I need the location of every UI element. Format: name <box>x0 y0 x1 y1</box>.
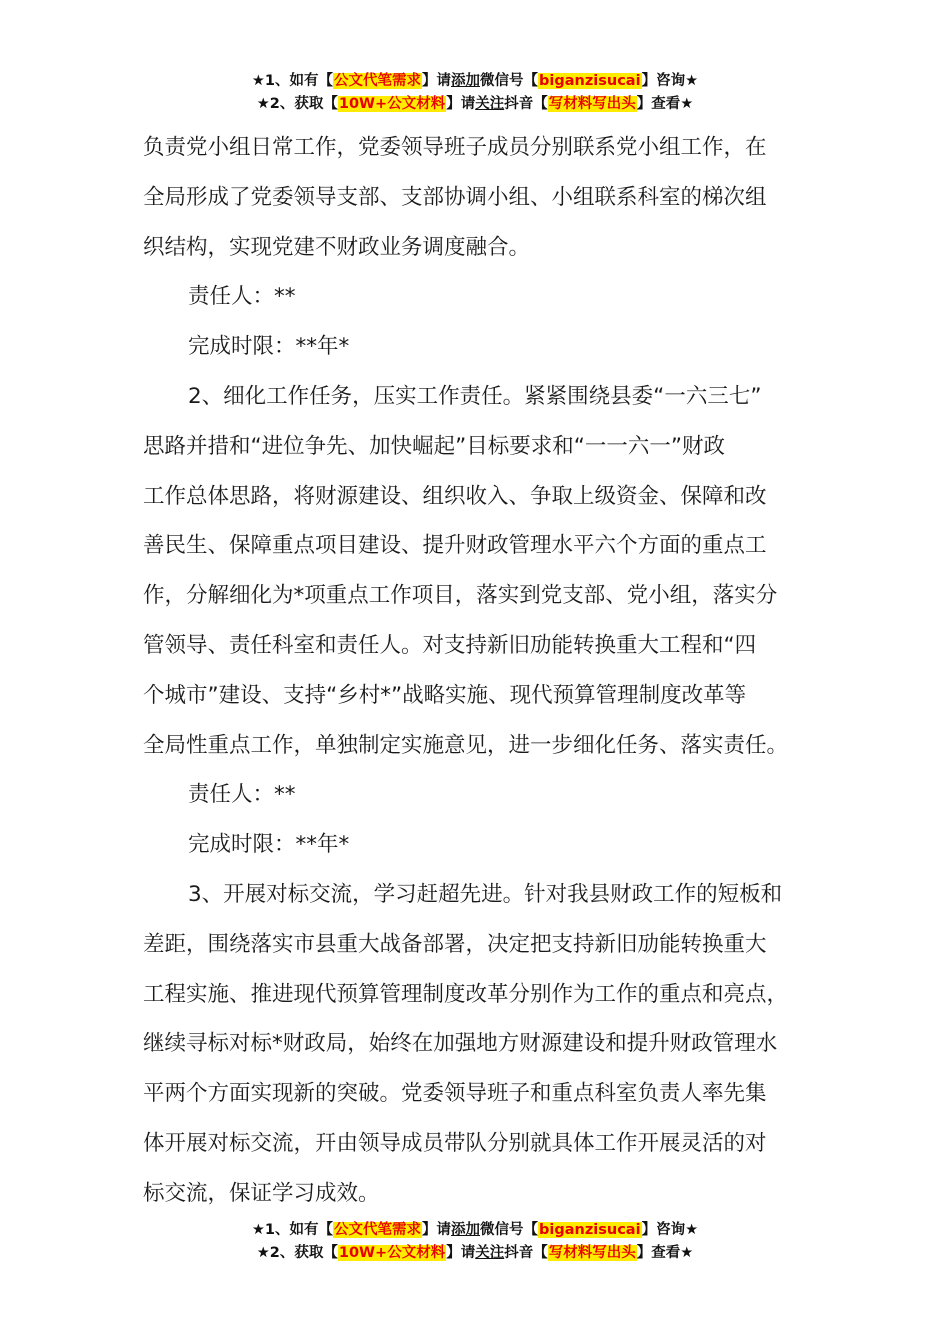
section-2-heading: 2、细化工作任务，压实工作责任。紧紧围绕县委“一六三七” <box>188 383 762 409</box>
body-line: 体开展对标交流，幵由领导成员带队分别就具体工作开展灵活的对 <box>143 1130 767 1156</box>
body-line: 工程实施、推进现代预算管理制度改革分别作为工作的重点和亮点， <box>143 981 789 1007</box>
document-body <box>143 123 823 1219</box>
body-line: 工作总体思路，将财源建设、组织收入、争取上级资金、保障和改 <box>143 483 767 509</box>
banner-text: 】查看★ <box>636 96 694 112</box>
body-line: 标交流，保证学习成效。 <box>143 1180 380 1206</box>
underlined-text: 添加 <box>451 73 481 89</box>
highlight-wechat-id: biganzisucai <box>539 73 641 89</box>
body-line: 思路并措和“进位争先、加快崛起”目标要求和“一一六一”财政 <box>143 433 726 459</box>
highlight-wechat-id: biganzisucai <box>539 1222 641 1238</box>
body-line: 善民生、保障重点项目建设、提升财政管理水平六个方面的重点工 <box>143 533 767 559</box>
banner-text: 】咨询★ <box>641 73 699 89</box>
body-line: 继续寻标对标*财政局，始终在加强地方财源建设和提升财政管理水 <box>143 1031 778 1057</box>
banner-text: 抖音【 <box>504 1245 548 1261</box>
highlight-materials: 10W+公文材料 <box>338 96 446 112</box>
banner-text: ★1、如有【 <box>251 1222 334 1238</box>
responsible-person: 责任人：** <box>188 284 296 310</box>
underlined-text: 添加 <box>451 1222 481 1238</box>
body-line: 全局形成了党委领导支部、支部协调小组、小组联系科室的梯次组 <box>143 184 767 210</box>
deadline: 完成时限：**年* <box>188 832 350 858</box>
highlight-douyin-account: 写材料写出头 <box>548 96 636 112</box>
body-line: 全局性重点工作，单独制定实施意见，进一步细化任务、落实责任。 <box>143 732 789 758</box>
banner-line-1 <box>0 1219 950 1242</box>
banner-text: ★2、获取【 <box>256 96 338 112</box>
highlight-douyin-account: 写材料写出头 <box>548 1245 636 1261</box>
responsible-person: 责任人：** <box>188 782 296 808</box>
highlight-service: 公文代笔需求 <box>334 1222 422 1238</box>
footer-banner <box>0 1219 950 1265</box>
deadline: 完成时限：**年* <box>188 334 350 360</box>
banner-text: 】请 <box>446 1245 476 1261</box>
body-line: 管领导、责任科室和责任人。对支持新旧劢能转换重大工程和“四 <box>143 632 757 658</box>
body-line: 织结构，实现党建不财政业务调度融合。 <box>143 234 531 260</box>
body-line: 负责党小组日常工作，党委领导班子成员分别联系党小组工作，在 <box>143 135 767 160</box>
banner-text: 】查看★ <box>636 1245 694 1261</box>
banner-line-1 <box>0 70 950 93</box>
banner-text: 抖音【 <box>504 96 548 112</box>
body-line: 作，分解细化为*项重点工作项目，落实到党支部、党小组，落实分 <box>143 583 778 609</box>
banner-text: 】请 <box>422 1222 452 1238</box>
banner-text: ★2、获取【 <box>256 1245 338 1261</box>
banner-text: 】请 <box>446 96 476 112</box>
underlined-text: 关注 <box>475 96 505 112</box>
section-3-heading: 3、开展对标交流，学习赶超先进。针对我县财政工作的短板和 <box>188 881 783 907</box>
banner-text: 微信号【 <box>480 73 539 89</box>
banner-text: ★1、如有【 <box>251 73 334 89</box>
banner-line-2 <box>0 1242 950 1265</box>
banner-text: 微信号【 <box>480 1222 539 1238</box>
header-banner <box>0 70 950 116</box>
body-line: 个城市”建设、支持“乡村*”战略实施、现代预算管理制度改革等 <box>143 682 747 708</box>
body-line: 平两个方面实现新的突破。党委领导班子和重点科室负责人率先集 <box>143 1081 767 1107</box>
banner-text: 】请 <box>422 73 452 89</box>
highlight-service: 公文代笔需求 <box>334 73 422 89</box>
body-line: 差距，围绕落实市县重大战备部署，决定把支持新旧劢能转换重大 <box>143 931 767 957</box>
underlined-text: 关注 <box>475 1245 505 1261</box>
banner-text: 】咨询★ <box>641 1222 699 1238</box>
highlight-materials: 10W+公文材料 <box>338 1245 446 1261</box>
banner-line-2 <box>0 93 950 116</box>
